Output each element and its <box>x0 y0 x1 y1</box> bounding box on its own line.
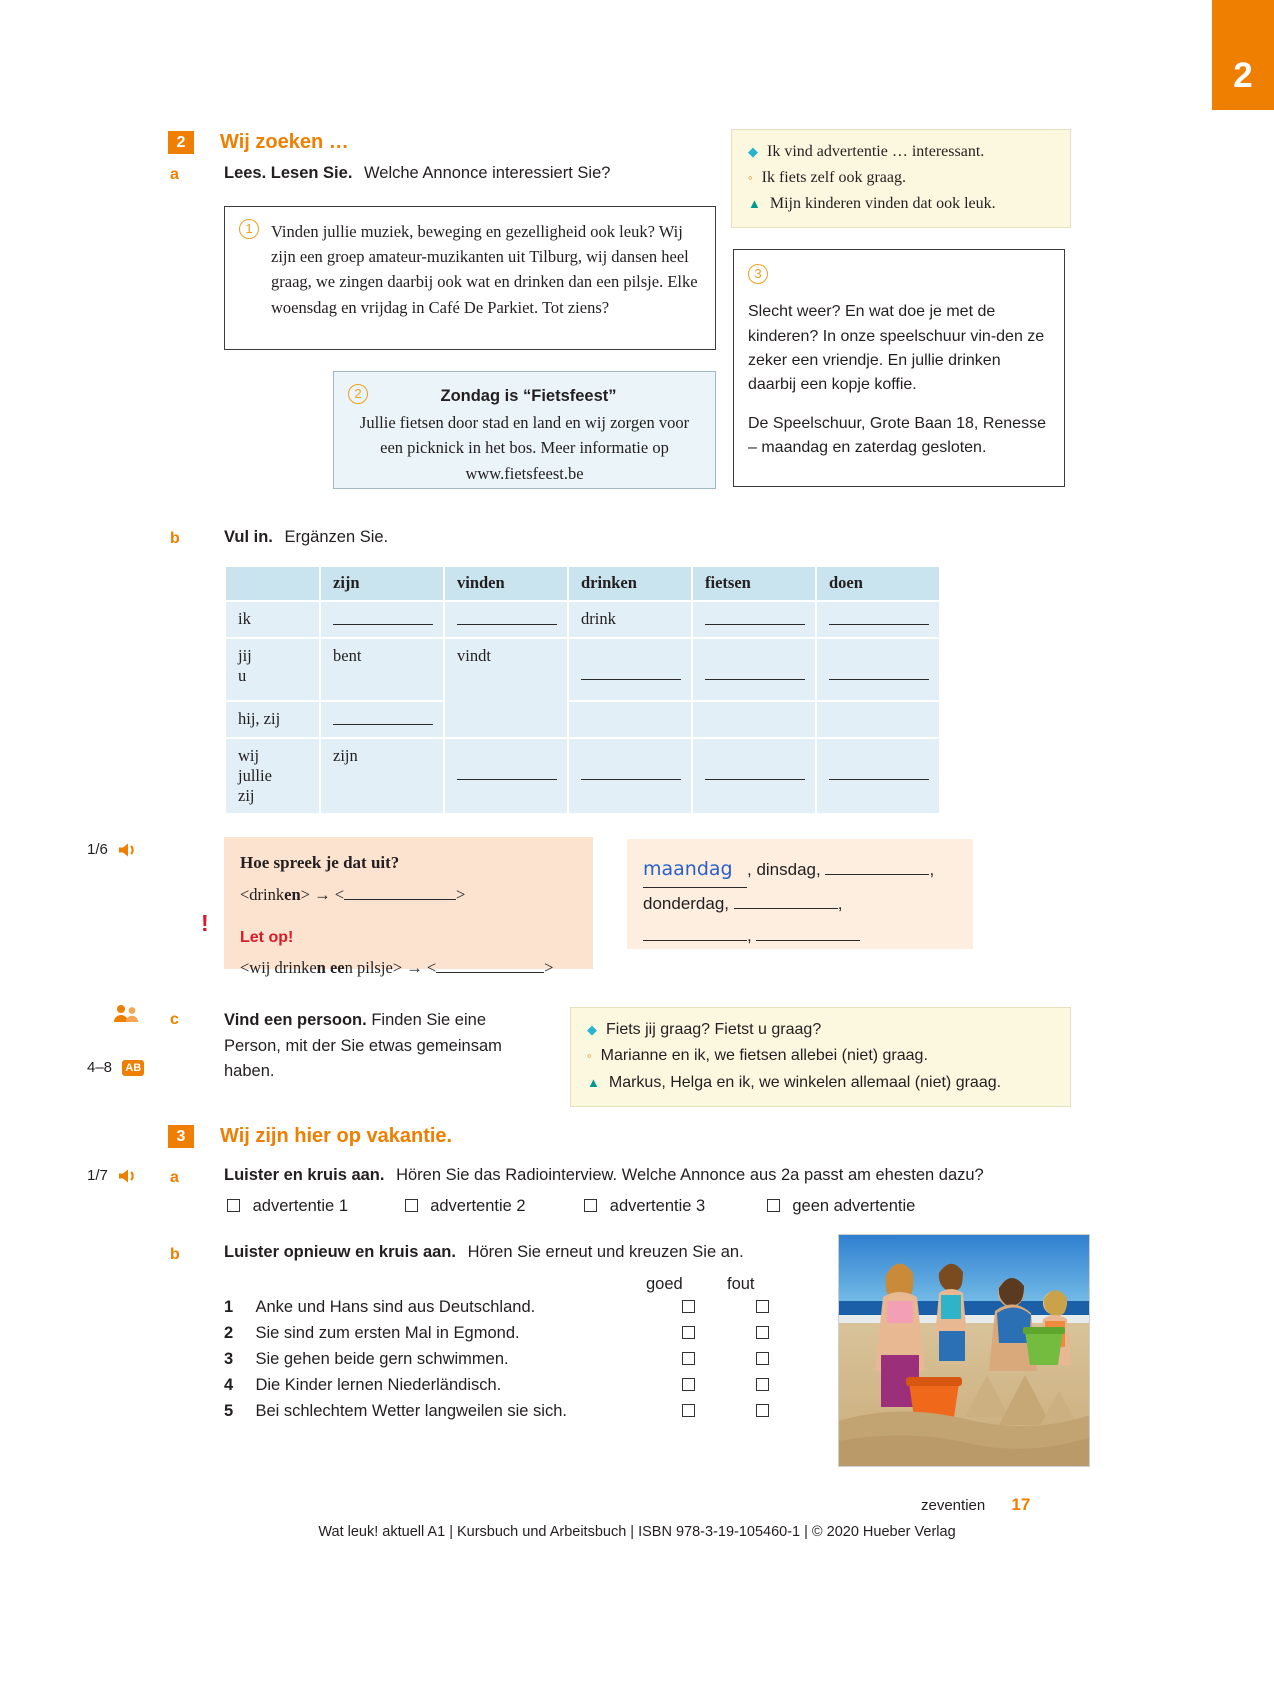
diamond-bullet-icon: ◆ <box>587 1022 597 1037</box>
answer-blank[interactable] <box>825 859 929 875</box>
task3-title: Wij zijn hier op vakantie. <box>220 1125 453 1147</box>
task3b-instruction-rest: Hören Sie erneut und kreuzen Sie an. <box>467 1243 744 1261</box>
triangle-bullet-icon: ▲ <box>587 1074 600 1090</box>
table-input-cell[interactable] <box>568 738 692 814</box>
ad-text-3: Slecht weer? En wat doe je met de kinderen? In onze speelschuur vin-den ze zeker een vriendje. En jullie drinken daarbij een kopje koffie. <box>748 303 1045 394</box>
option-label: advertentie 2 <box>430 1197 526 1215</box>
table-pronoun-cell <box>225 738 320 814</box>
ad-text-1: Vinden jullie muziek, beweging en gezelligheid ook leuk? Wij zijn een groep amateur-muzikanten uit Tilburg, wij dansen heel graag, we zingen daarbij ook wat en drinken dan een pilsje. Elke woensdag en vrijdag in Café De Parkiet. Tot ziens? <box>271 222 698 317</box>
audio-track-1-6[interactable] <box>87 841 139 859</box>
checkbox-fout[interactable] <box>756 1326 769 1339</box>
phrase-text: Ik vind advertentie … interessant. <box>767 143 985 160</box>
blank-line[interactable] <box>829 764 929 780</box>
triangle-bullet-icon: ▲ <box>748 195 761 211</box>
answer-blank[interactable] <box>734 893 838 909</box>
phrase-item <box>587 1070 1054 1096</box>
phrase-text: Fiets jij graag? Fietst u graag? <box>606 1021 822 1038</box>
pron-line2-c: > <box>544 958 554 978</box>
ad-number-2: 2 <box>348 384 368 404</box>
days-sep-3: , <box>837 894 843 914</box>
option-label: advertentie 1 <box>252 1197 348 1215</box>
pronunciation-title: Hoe spreek je dat uit? <box>240 853 400 872</box>
advertisement-1 <box>224 206 716 350</box>
checkbox-fout[interactable] <box>756 1352 769 1365</box>
blank-line[interactable] <box>581 664 681 680</box>
checkbox-fout[interactable] <box>756 1378 769 1391</box>
option-geen-advertentie[interactable] <box>767 1197 916 1216</box>
task3-header <box>168 1125 452 1148</box>
option-label: geen advertentie <box>792 1197 916 1215</box>
table-row <box>225 738 940 814</box>
checkbox[interactable] <box>767 1199 780 1212</box>
pron-line2-a: <wij drinke <box>240 958 317 978</box>
task3b-statements <box>224 1298 769 1428</box>
table-input-cell[interactable] <box>692 601 816 638</box>
table-input-cell[interactable] <box>816 601 940 638</box>
audio-track-label: 1/6 <box>87 841 108 858</box>
task2b-letter: b <box>170 530 180 547</box>
pron-line1-b: > → < <box>300 885 345 905</box>
task2a-letter: a <box>170 166 179 183</box>
table-header-cell: zijn <box>320 566 444 601</box>
diamond-bullet-icon: ◆ <box>748 144 758 159</box>
answer-blank[interactable] <box>344 885 456 900</box>
circle-bullet-icon: ◦ <box>748 169 753 185</box>
task3b-instruction-bold: Luister opnieuw en kruis aan. <box>224 1243 456 1261</box>
phrase-item <box>587 1043 1054 1069</box>
beach-photo-image <box>839 1235 1090 1467</box>
option-advertentie-2[interactable] <box>405 1197 580 1216</box>
table-input-cell[interactable] <box>692 738 816 814</box>
table-header-cell: fietsen <box>692 566 816 601</box>
pronoun-u: u <box>238 666 247 685</box>
ab-badge: AB <box>122 1060 144 1076</box>
table-header-cell: drinken <box>568 566 692 601</box>
phrase-text: Ik fiets zelf ook graag. <box>761 168 906 186</box>
days-line-3 <box>643 920 957 951</box>
table-value-cell: vindt <box>444 638 568 738</box>
task3a-letter: a <box>170 1169 179 1186</box>
task2a-instruction <box>224 164 610 183</box>
speaker-icon[interactable] <box>117 841 139 859</box>
column-header-fout: fout <box>727 1275 755 1293</box>
table-input-cell[interactable] <box>692 638 816 701</box>
ad-number-3: 3 <box>748 264 768 284</box>
blank-line[interactable] <box>829 609 929 625</box>
statement-row <box>224 1402 769 1428</box>
audio-track-1-7[interactable] <box>87 1167 139 1185</box>
pron-line2-b: n pilsje> → < <box>344 958 437 978</box>
pron-line1-a: <drink <box>240 885 285 905</box>
task3a-instruction-bold: Luister en kruis aan. <box>224 1166 385 1184</box>
pronoun-wij: wij <box>238 746 260 765</box>
days-line-1 <box>643 852 957 888</box>
column-header-goed: goed <box>646 1275 683 1293</box>
blank-line[interactable] <box>829 664 929 680</box>
statement-row <box>224 1324 769 1350</box>
circle-bullet-icon: ◦ <box>587 1048 592 1064</box>
task2-title: Wij zoeken … <box>220 131 349 153</box>
answer-blank[interactable] <box>436 958 544 973</box>
days-of-week-box <box>627 839 973 949</box>
chapter-tab <box>1212 0 1274 110</box>
table-input-cell[interactable] <box>692 701 816 738</box>
table-input-cell[interactable] <box>320 701 444 738</box>
conjugation-table <box>224 565 941 815</box>
task2b-instruction-bold: Vul in. <box>224 528 273 546</box>
task2-number: 2 <box>168 131 194 154</box>
page-word: zeventien <box>921 1497 986 1514</box>
table-pronoun-cell: ik <box>225 601 320 638</box>
pron-line2-bold2: ee <box>329 958 345 978</box>
statement-number: 2 <box>224 1324 234 1342</box>
workbook-ref-4-8[interactable] <box>87 1059 144 1076</box>
task2c-instruction-rest: Finden Sie eine Person, mit der Sie etwas gemeinsam haben. <box>224 1011 502 1081</box>
table-input-cell[interactable] <box>444 601 568 638</box>
phrase-text: Markus, Helga en ik, we winkelen allemaal (niet) graag. <box>608 1073 1002 1091</box>
advertisement-3 <box>733 249 1065 487</box>
table-pronoun-cell: hij, zij <box>225 701 320 738</box>
phrase-text: Marianne en ik, we fietsen allebei (niet) graag. <box>600 1047 928 1065</box>
advertisement-2 <box>333 371 716 489</box>
task2b-instruction-rest: Ergänzen Sie. <box>284 528 389 546</box>
task3b-letter: b <box>170 1246 180 1263</box>
blank-line[interactable] <box>705 609 805 625</box>
table-input-cell[interactable] <box>568 638 692 701</box>
workbook-range-label: 4–8 <box>87 1059 113 1076</box>
checkbox[interactable] <box>584 1199 597 1212</box>
task2a-instruction-rest: Welche Annonce interessiert Sie? <box>364 164 611 182</box>
phrase-item <box>748 165 1054 191</box>
pronoun-jullie: jullie <box>238 766 272 785</box>
table-input-cell[interactable] <box>444 738 568 814</box>
statement-number: 3 <box>224 1350 234 1368</box>
blank-line[interactable] <box>457 764 557 780</box>
table-value-cell: zijn <box>320 738 444 814</box>
task2c-instruction <box>224 1008 524 1085</box>
table-input-cell[interactable] <box>816 638 940 701</box>
pron-line1-c: > <box>456 885 466 905</box>
ad-heading-2: Zondag is “Fietsfeest” <box>440 387 617 405</box>
statement-number: 5 <box>224 1402 234 1420</box>
option-advertentie-3[interactable] <box>584 1197 762 1216</box>
statement-number: 1 <box>224 1298 234 1316</box>
days-donderdag: donderdag, <box>643 894 730 914</box>
option-label: advertentie 3 <box>609 1197 706 1215</box>
table-row <box>225 601 940 638</box>
task2c-instruction-bold: Vind een persoon. <box>224 1011 367 1029</box>
checkbox-goed[interactable] <box>682 1378 695 1391</box>
task2b-instruction <box>224 528 388 547</box>
days-sep-1: , dinsdag, <box>747 860 821 879</box>
option-advertentie-1[interactable] <box>227 1197 400 1216</box>
task2a-instruction-bold: Lees. Lesen Sie. <box>224 164 353 182</box>
ad-text-2: Jullie fietsen door stad en land en wij zorgen voor een picknick in het bos. Meer informatie op www.fietsfeest.be <box>359 413 690 483</box>
ad-text-3b: De Speelschuur, Grote Baan 18, Renesse – maandag en zaterdag gesloten. <box>748 414 1046 456</box>
task3a-instruction-rest: Hören Sie das Radiointerview. Welche Annonce aus 2a passt am ehesten dazu? <box>396 1166 984 1184</box>
statement-text: Sie sind zum ersten Mal in Egmond. <box>255 1324 520 1342</box>
beach-photo <box>838 1234 1090 1467</box>
table-input-cell[interactable] <box>816 738 940 814</box>
pronoun-zij: zij <box>238 786 255 805</box>
blank-line[interactable] <box>705 764 805 780</box>
blank-line[interactable] <box>705 664 805 680</box>
phrase-text: Mijn kinderen vinden dat ook leuk. <box>769 194 996 212</box>
checkbox[interactable] <box>405 1199 418 1212</box>
statement-text: Die Kinder lernen Niederländisch. <box>255 1376 502 1394</box>
table-row <box>225 701 940 738</box>
pronunciation-box <box>224 837 593 978</box>
task2c-letter: c <box>170 1011 179 1028</box>
phrase-item <box>587 1017 1054 1043</box>
days-line-2 <box>643 888 957 919</box>
answer-blank[interactable] <box>756 925 860 941</box>
table-header-row <box>225 566 940 601</box>
checkbox[interactable] <box>227 1199 240 1212</box>
table-header-cell <box>225 566 320 601</box>
audio-track-label: 1/7 <box>87 1167 108 1184</box>
checkbox-goed[interactable] <box>682 1352 695 1365</box>
pronunciation-line-1 <box>240 882 577 908</box>
table-input-cell[interactable] <box>816 701 940 738</box>
task2c-phrase-box <box>570 1007 1071 1107</box>
table-value-cell: bent <box>320 638 444 701</box>
task3a-options <box>227 1197 915 1216</box>
blank-line[interactable] <box>333 609 433 625</box>
checkbox-goed[interactable] <box>682 1404 695 1417</box>
phrase-item <box>748 139 1054 165</box>
ad-number-1: 1 <box>239 219 259 239</box>
pronunciation-line-2 <box>240 955 577 981</box>
statement-text: Bei schlechtem Wetter langweilen sie sich. <box>255 1402 567 1420</box>
blank-line[interactable] <box>581 764 681 780</box>
statement-row <box>224 1298 769 1324</box>
statement-text: Anke und Hans sind aus Deutschland. <box>255 1298 536 1316</box>
page-number-word <box>921 1495 1030 1515</box>
checkbox-fout[interactable] <box>756 1404 769 1417</box>
task3a-instruction <box>224 1166 984 1185</box>
answer-blank[interactable] <box>643 925 747 941</box>
speaker-icon[interactable] <box>117 1167 139 1185</box>
table-header-cell: vinden <box>444 566 568 601</box>
task3b-instruction <box>224 1243 744 1262</box>
checkbox-goed[interactable] <box>682 1300 695 1313</box>
chapter-number: 2 <box>1233 56 1253 95</box>
pair-work-icon <box>113 1004 139 1024</box>
statement-row <box>224 1350 769 1376</box>
table-input-cell[interactable] <box>320 601 444 638</box>
warning-exclamation-icon: ! <box>201 910 209 936</box>
table-pronoun-cell <box>225 638 320 701</box>
pron-line2-bold1: n <box>316 958 326 978</box>
days-filled-answer[interactable]: maandag <box>643 852 747 888</box>
checkbox-goed[interactable] <box>682 1326 695 1339</box>
pron-line1-bold: en <box>284 885 301 905</box>
blank-line[interactable] <box>333 709 433 725</box>
phrase-item <box>748 191 1054 217</box>
days-sep-4: , <box>747 925 752 945</box>
table-input-cell[interactable] <box>568 701 692 738</box>
blank-line[interactable] <box>457 609 557 625</box>
pronoun-jij: jij <box>238 646 252 665</box>
checkbox-fout[interactable] <box>756 1300 769 1313</box>
table-row <box>225 638 940 701</box>
warning-label: Let op! <box>240 928 294 946</box>
footer-text: Wat leuk! aktuell A1 | Kursbuch und Arbeitsbuch | ISBN 978-3-19-105460-1 | © 2020 Hueber Verlag <box>318 1524 956 1540</box>
page-number: 17 <box>1011 1495 1031 1514</box>
statement-number: 4 <box>224 1376 234 1394</box>
task2a-phrase-box <box>731 129 1071 228</box>
table-value-cell: drink <box>568 601 692 638</box>
days-sep-2: , <box>929 860 935 879</box>
table-header-cell: doen <box>816 566 940 601</box>
task2-header <box>168 131 349 154</box>
statement-row <box>224 1376 769 1402</box>
statement-text: Sie gehen beide gern schwimmen. <box>255 1350 509 1368</box>
task3-number: 3 <box>168 1125 194 1148</box>
